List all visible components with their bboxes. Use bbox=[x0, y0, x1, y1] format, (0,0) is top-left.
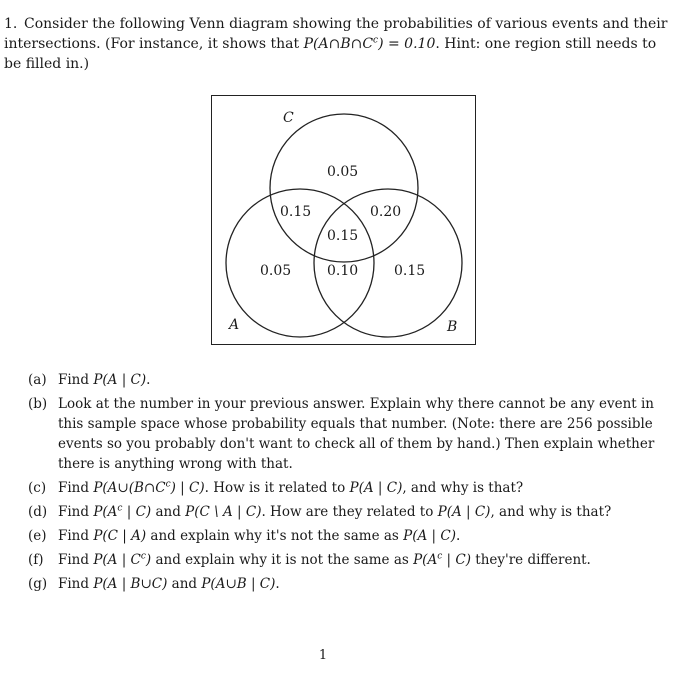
part-d-sup: c bbox=[117, 503, 123, 514]
part-f-text1: Find bbox=[58, 552, 94, 568]
part-d-tag: (d) bbox=[28, 504, 48, 520]
problem-text-after: . Hint: one region still needs to be filled in.) bbox=[4, 36, 657, 72]
part-b-tag: (b) bbox=[28, 396, 48, 412]
part-g-tag: (g) bbox=[28, 576, 48, 592]
part-c bbox=[28, 478, 668, 498]
part-c-text3: , and why is that? bbox=[402, 480, 524, 496]
part-d-math1: P(A bbox=[93, 504, 118, 520]
part-c-math1: P(A∪(B∩C bbox=[93, 480, 166, 496]
question-parts bbox=[28, 370, 668, 598]
part-d-text1: Find bbox=[58, 504, 94, 520]
problem-math-example: P(A∩B∩C bbox=[303, 36, 374, 52]
part-d-text3: . How are they related to bbox=[261, 504, 438, 520]
part-f-text3: they're different. bbox=[470, 552, 591, 568]
part-c-sup: c bbox=[165, 479, 171, 490]
part-f-tag: (f) bbox=[28, 552, 44, 568]
part-g-math2: P(A∪B | C) bbox=[201, 576, 276, 592]
label-c: C bbox=[283, 110, 294, 126]
label-a: A bbox=[229, 317, 240, 333]
problem-math-end: ) = 0.10 bbox=[378, 36, 436, 52]
label-b: B bbox=[447, 319, 458, 335]
region-a-b-c: 0.15 bbox=[327, 228, 359, 244]
region-b-only: 0.15 bbox=[394, 263, 426, 279]
part-f-sup1: c bbox=[140, 551, 146, 562]
region-c-only: 0.05 bbox=[327, 164, 359, 180]
page-number: 1 bbox=[318, 648, 328, 663]
problem-number: 1. bbox=[4, 16, 18, 32]
part-g-text1: Find bbox=[58, 576, 94, 592]
part-d-text2: and bbox=[151, 504, 186, 520]
sample-space-box bbox=[212, 96, 476, 345]
part-e-tag: (e) bbox=[28, 528, 47, 544]
part-g-text3: . bbox=[275, 576, 280, 592]
part-e-text2: and explain why it's not the same as bbox=[146, 528, 404, 544]
part-d-text4: , and why is that? bbox=[490, 504, 612, 520]
problem-statement bbox=[4, 14, 670, 74]
part-e-text3: . bbox=[455, 528, 461, 544]
region-b-c: 0.20 bbox=[370, 204, 402, 220]
part-f bbox=[28, 550, 668, 570]
part-e bbox=[28, 526, 668, 546]
part-a-math: P(A | C) bbox=[93, 372, 147, 388]
part-f-sup2: c bbox=[437, 551, 443, 562]
part-c-text2: . How is it related to bbox=[204, 480, 350, 496]
part-b-text: Look at the number in your previous answer. Explain why there cannot be any event in this sample space whose probability equals that number. (Note: there are 256 possible events so you probably don't want to check all of them by hand.) Then explain whether there is anything wrong with that. bbox=[58, 396, 655, 472]
venn-svg bbox=[211, 95, 476, 345]
part-d-math1-end: | C) bbox=[122, 504, 152, 520]
part-e-math1: P(C | A) bbox=[93, 528, 147, 544]
part-d-math2: P(C \ A | C) bbox=[185, 504, 262, 520]
part-d bbox=[28, 502, 668, 522]
problem-text-before: Consider the following Venn diagram showing the probabilities of various events and their intersections. (For instance, it shows that bbox=[4, 16, 668, 52]
region-a-only: 0.05 bbox=[260, 263, 292, 279]
part-c-tag: (c) bbox=[28, 480, 47, 496]
part-g-math1: P(A | B∪C) bbox=[93, 576, 168, 592]
part-c-text1: Find bbox=[58, 480, 94, 496]
part-f-math1: P(A | C bbox=[93, 552, 141, 568]
part-b bbox=[28, 394, 668, 474]
part-a bbox=[28, 370, 668, 390]
part-g bbox=[28, 574, 668, 594]
part-e-math2: P(A | C) bbox=[403, 528, 456, 544]
region-a-b: 0.10 bbox=[327, 263, 359, 279]
part-g-text2: and bbox=[167, 576, 202, 592]
part-d-math3: P(A | C) bbox=[437, 504, 491, 520]
problem-intro bbox=[4, 16, 667, 72]
problem-math-sup: c bbox=[373, 35, 379, 46]
region-a-c: 0.15 bbox=[280, 204, 312, 220]
part-c-math1-end: ) | C) bbox=[170, 480, 205, 496]
part-f-math2: P(A bbox=[413, 552, 438, 568]
venn-diagram bbox=[211, 95, 476, 345]
part-f-math1-end: ) bbox=[145, 552, 152, 568]
part-f-math2-end: | C) bbox=[442, 552, 471, 568]
part-f-text2: and explain why it is not the same as bbox=[151, 552, 414, 568]
part-e-text1: Find bbox=[58, 528, 94, 544]
part-a-text: Find bbox=[58, 372, 94, 388]
part-c-math2: P(A | C) bbox=[349, 480, 403, 496]
part-a-tag: (a) bbox=[28, 372, 47, 388]
part-a-end: . bbox=[146, 372, 151, 388]
